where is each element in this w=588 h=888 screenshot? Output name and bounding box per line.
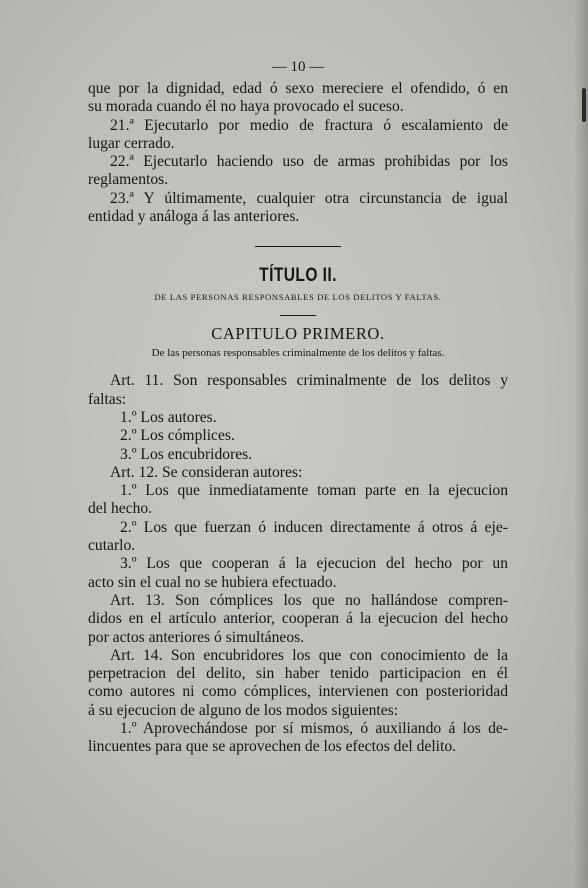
text-line: su morada cuando él no haya provocado el suceso. — [88, 98, 404, 116]
binding-mark — [582, 88, 586, 122]
text-line: 21.ª Ejecutarlo por medio de fractura ó escalamiento de — [110, 116, 508, 134]
page-content — [88, 58, 508, 757]
list-item: 3.º Los encubridores. — [120, 445, 253, 463]
text-line: acto sin el cual no se hubiera efectuado. — [88, 573, 337, 591]
text-line: del hecho. — [88, 500, 153, 518]
chapter-divider — [280, 315, 316, 316]
text-line: lugar cerrado. — [88, 134, 175, 152]
text-line: como autores ni como cómplices, intervienen con posterioridad — [88, 683, 508, 701]
list-item: 2.º Los cómplices. — [120, 427, 235, 445]
article-line: Art. 11. Son responsables criminalmente de los delitos y — [110, 372, 508, 390]
list-item: 1.º Los autores. — [120, 408, 217, 426]
text-line: por actos anteriores ó simultáneos. — [88, 628, 305, 646]
text-line: 22.ª Ejecutarlo haciendo uso de armas prohibidas por los — [110, 153, 508, 171]
page-number: — 10 — — [271, 59, 325, 75]
chapter-heading: CAPITULO PRIMERO. — [211, 324, 385, 344]
list-item: 2.º Los que fuerzan ó inducen directamente á otros á eje- — [120, 518, 508, 536]
paragraph-top — [88, 80, 508, 226]
articles-body — [88, 372, 508, 756]
article-line: Art. 14. Son encubridores los que con conocimiento de la — [110, 646, 508, 664]
title-heading: TÍTULO II. — [259, 265, 337, 287]
article-line: Art. 12. Se consideran autores: — [110, 463, 303, 481]
text-line: á su ejecucion de alguno de los modos siguientes: — [88, 701, 399, 719]
page-edge-shadow — [574, 0, 588, 888]
list-item: 1.º Aprovechándose por sí mismos, ó auxiliando á los de- — [120, 720, 508, 738]
text-line: entidad y análoga á las anteriores. — [88, 208, 300, 226]
section-divider — [255, 246, 341, 247]
text-line: 23.ª Y últimamente, cualquier otra circunstancia de igual — [110, 189, 508, 207]
chapter-subheading: De las personas responsables criminalmente de los delitos y faltas. — [151, 347, 445, 360]
text-line: perpetracion del delito, sin haber tenido participacion en él — [88, 665, 508, 683]
article-line: faltas: — [88, 390, 127, 408]
list-item: 1.º Los que inmediatamente toman parte en la ejecucion — [120, 482, 508, 500]
text-line: reglamentos. — [88, 171, 169, 189]
text-line: didos en el artículo anterior, cooperan á la ejecucion del hecho — [88, 610, 508, 628]
text-line: cutarlo. — [88, 537, 136, 555]
title-subheading: DE LAS PERSONAS RESPONSABLES DE LOS DELITOS Y FALTAS. — [154, 292, 442, 303]
text-line: lincuentes para que se aprovechen de los efectos del delito. — [88, 738, 457, 756]
article-line: Art. 13. Son cómplices los que no hallándose compren- — [110, 591, 508, 609]
text-line: que por la dignidad, edad ó sexo mereciere el ofendido, ó en — [88, 80, 508, 97]
list-item: 3.º Los que cooperan á la ejecucion del hecho por un — [120, 555, 508, 573]
